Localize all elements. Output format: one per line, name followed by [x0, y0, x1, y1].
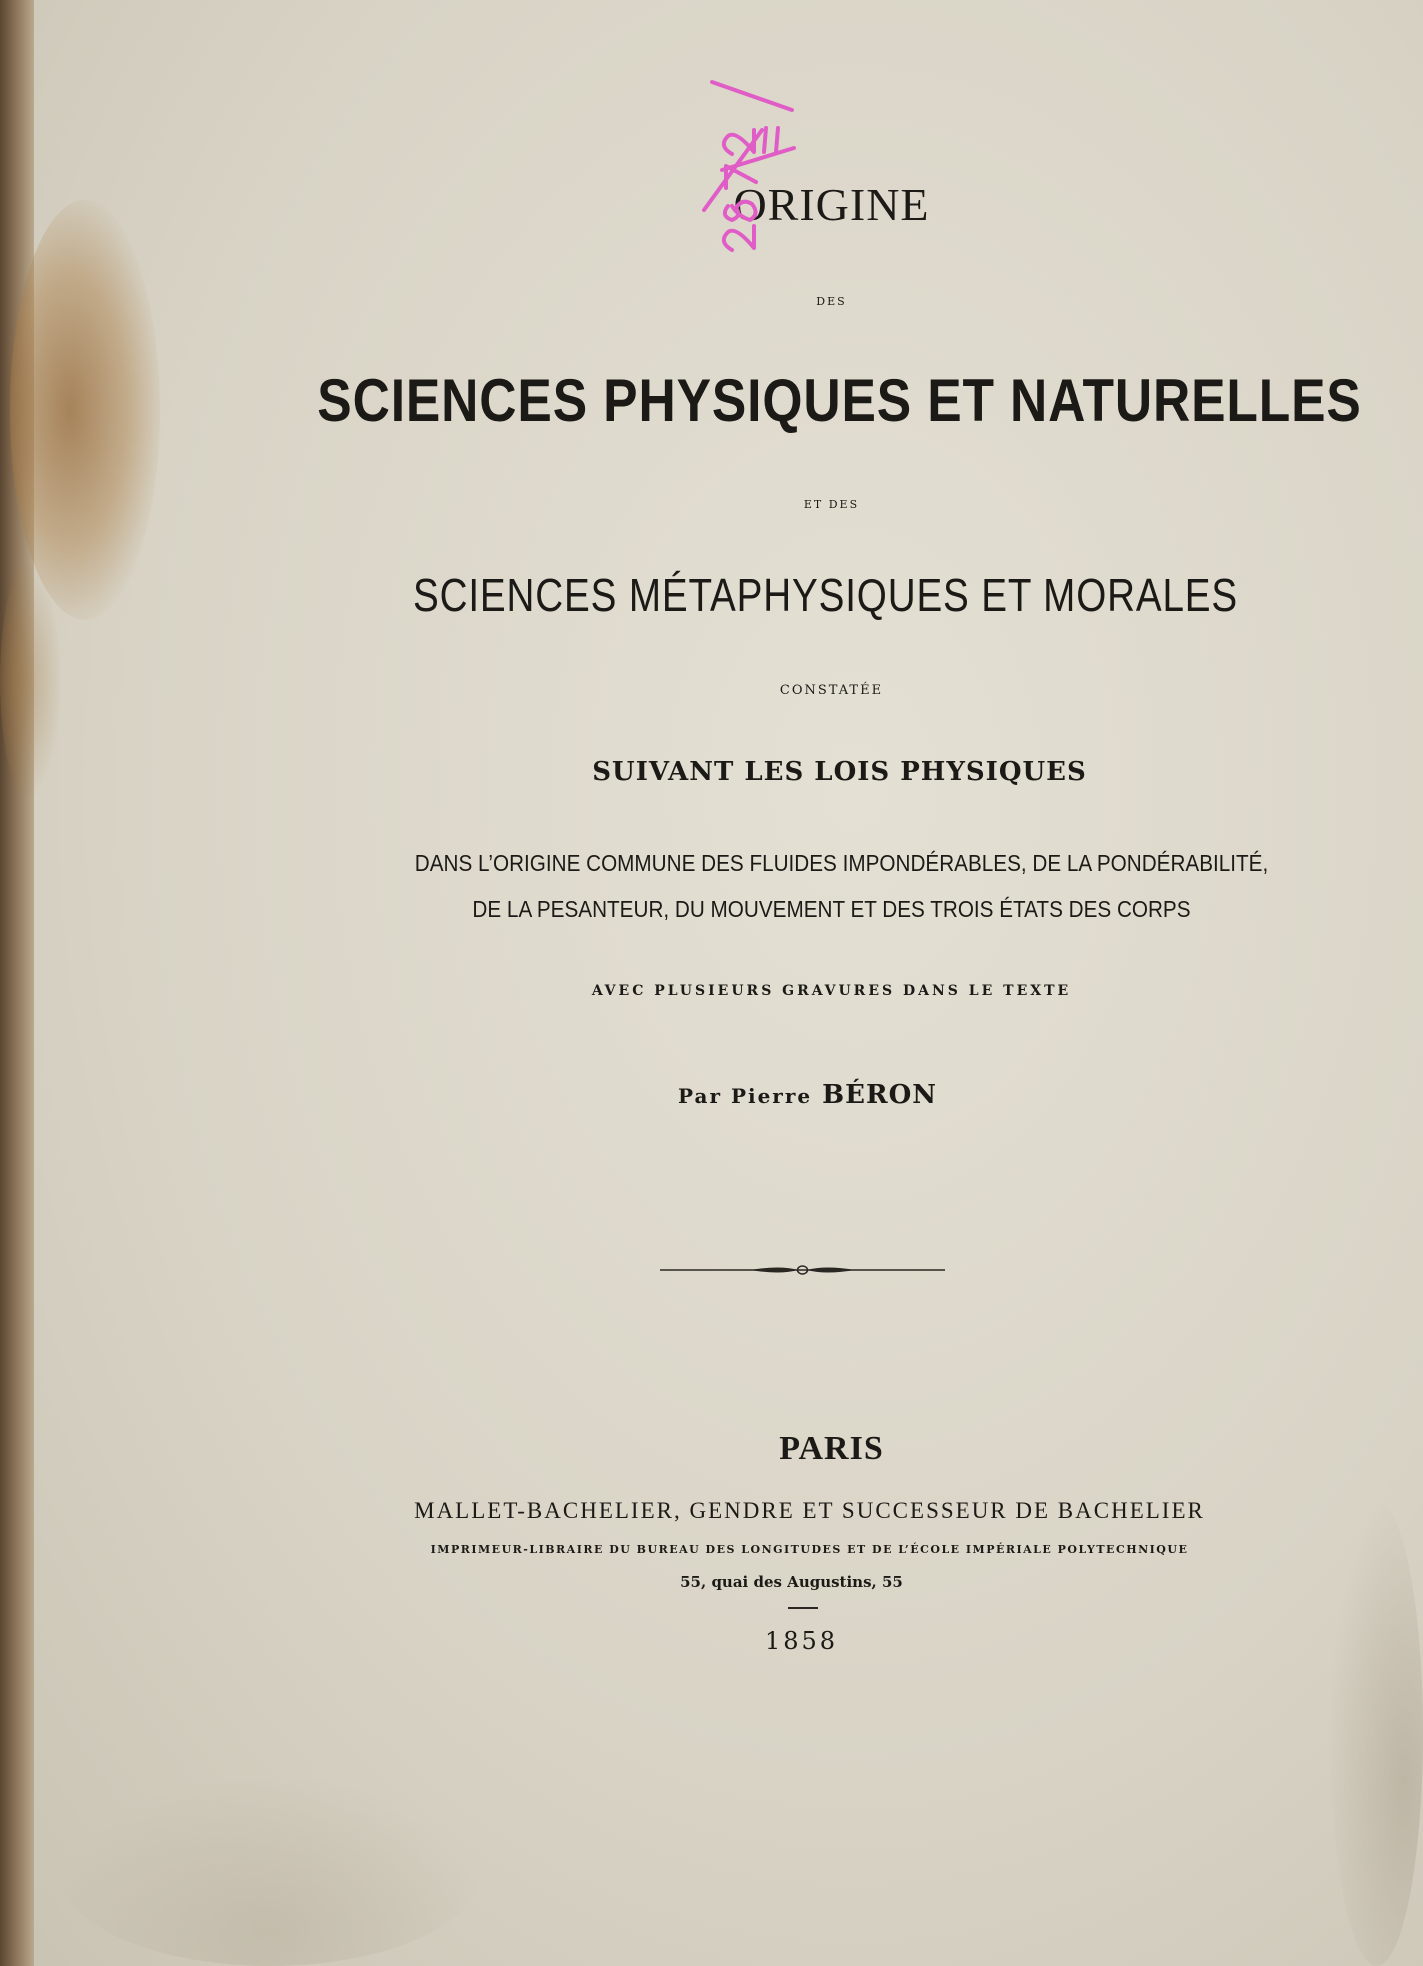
imprint-city: PARIS	[779, 1430, 884, 1467]
subtitle-suivant: SUIVANT LES LOIS PHYSIQUES	[592, 757, 1087, 787]
imprint-printer: IMPRIMEUR-LIBRAIRE DU BUREAU DES LONGITUDES ET DE L’ÉCOLE IMPÉRIALE POLYTECHNIQUE	[430, 1543, 1189, 1556]
book-spine	[0, 0, 34, 1966]
publication-year: 1858	[764, 1627, 839, 1655]
author-name: BÉRON	[822, 1080, 937, 1110]
main-title: SCIENCES PHYSIQUES ET NATURELLES	[317, 367, 1362, 434]
paper-discoloration	[60, 1780, 480, 1966]
short-rule	[788, 1607, 818, 1609]
paper-discoloration	[1330, 1500, 1423, 1966]
connector-des: DES	[816, 295, 847, 308]
description-line-1: DANS L’ORIGINE COMMUNE DES FLUIDES IMPONDÉRABLES, DE LA PONDÉRABILITÉ,	[414, 850, 1269, 876]
secondary-title: SCIENCES MÉTAPHYSIQUES ET MORALES	[412, 569, 1239, 621]
author-line	[96, 1080, 1423, 1110]
illustrations-note: AVEC PLUSIEURS GRAVURES DANS LE TEXTE	[591, 983, 1072, 999]
connector-constatee: CONSTATÉE	[779, 683, 884, 698]
title-origine: ORIGINE	[733, 179, 930, 230]
imprint-address: 55, quai des Augustins, 55	[680, 1573, 903, 1591]
author-prefix: Par Pierre	[677, 1084, 813, 1108]
ornament-rule	[660, 1262, 945, 1278]
description-line-2: DE LA PESANTEUR, DU MOUVEMENT ET DES TROIS ÉTATS DES CORPS	[472, 896, 1191, 922]
imprint-publisher: MALLET-BACHELIER, GENDRE ET SUCCESSEUR DE BACHELIER	[414, 1498, 1205, 1523]
connector-et-des: ET DES	[803, 498, 860, 511]
